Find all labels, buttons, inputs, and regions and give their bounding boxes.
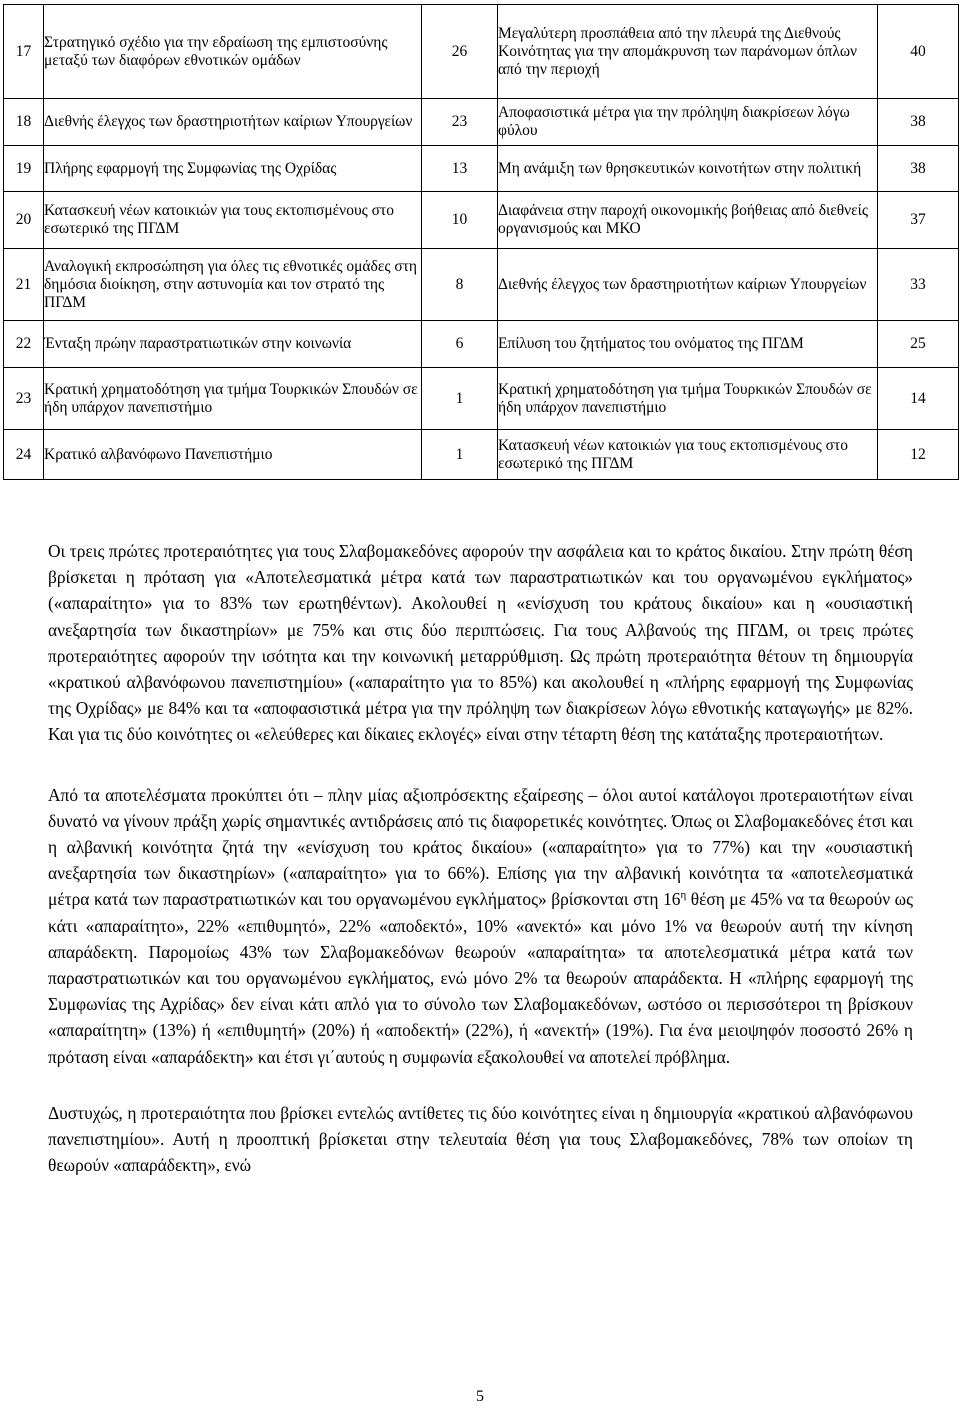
right-priority-cell: Διαφάνεια στην παροχή οικονομικής βοήθειας από διεθνείς οργανισμούς και ΜΚΟ — [498, 192, 878, 249]
left-value-cell: 13 — [422, 146, 498, 192]
right-value-cell: 33 — [878, 249, 959, 321]
right-priority-cell: Κρατική χρηματοδότηση για τμήμα Τουρκικών Σπουδών σε ήδη υπάρχον πανεπιστήμιο — [498, 368, 878, 430]
rank-cell: 22 — [4, 321, 44, 368]
right-priority-cell: Αποφασιστικά μέτρα για την πρόληψη διακρίσεων λόγω φύλου — [498, 99, 878, 146]
right-value-cell: 14 — [878, 368, 959, 430]
paragraph-2-text-a: Από τα αποτελέσματα προκύπτει ότι – πλην μίας αξιοπρόσεκτης εξαίρεσης – όλοι αυτοί κατάλογοι προτεραιοτήτων είναι δυνατό να γίνουν πράξη χωρίς σημαντικές αντιδράσεις από τις διαφορετικές κοινότητες. Όπως οι Σλαβομακεδόνες έτσι και η αλβανική κοινότητα ζητά την «ενίσχυση του κράτος δικαίου» («απαραίτητο» για το 77%) και την «ουσιαστική ανεξαρτησία των δικαστηρίων» («απαραίτητο» για το 66%). Επίσης για την αλβανική κοινότητα τα «αποτελεσματικά μέτρα κατά των παραστρατιωτικών και του οργανωμένου εγκλήματος» βρίσκονται στη 16 — [48, 784, 913, 910]
left-value-cell: 8 — [422, 249, 498, 321]
paragraph-3: Δυστυχώς, η προτεραιότητα που βρίσκει εντελώς αντίθετες τις δύο κοινότητες είναι η δημιουργία «κρατικού αλβανόφωνου πανεπιστημίου». Αυτή η προοπτική βρίσκεται στην τελευταία θέση για τους Σλαβομακεδόνες, 78% των οποίων τη θεωρούν «απαράδεκτη», ενώ — [48, 1102, 913, 1176]
right-priority-cell: Κατασκευή νέων κατοικιών για τους εκτοπισμένους στο εσωτερικό της ΠΓΔΜ — [498, 430, 878, 480]
rank-cell: 24 — [4, 430, 44, 480]
document-body — [48, 538, 913, 1178]
left-value-cell: 26 — [422, 5, 498, 99]
right-value-cell: 38 — [878, 146, 959, 192]
table-row — [4, 430, 959, 480]
rank-cell: 20 — [4, 192, 44, 249]
right-value-cell: 12 — [878, 430, 959, 480]
page-number: 5 — [476, 1388, 484, 1405]
left-priority-cell: Κρατική χρηματοδότηση για τμήμα Τουρκικών Σπουδών σε ήδη υπάρχον πανεπιστήμιο — [44, 368, 422, 430]
paragraph-1: Οι τρεις πρώτες προτεραιότητες για τους Σλαβομακεδόνες αφορούν την ασφάλεια και το κράτος δικαίου. Στην πρώτη θέση βρίσκεται η πρόταση για «Αποτελεσματικά μέτρα κατά των παραστρατιωτικών και του οργανωμένου εγκλήματος» («απαραίτητο» για το 83% των ερωτηθέντων). Ακολουθεί η «ενίσχυση του κράτους δικαίου» και η «ουσιαστική ανεξαρτησία των δικαστηρίων» με 75% και στις δύο περιπτώσεις. Για τους Αλβανούς της ΠΓΔΜ, οι τρεις πρώτες προτεραιότητες αφορούν την ισότητα και την κοινωνική μεταρρύθμιση. Ως πρώτη προτεραιότητα θέτουν τη δημιουργία «κρατικού αλβανόφωνου πανεπιστημίου» («απαραίτητο για το 85%) και ακολουθεί η «πλήρης εφαρμογή της Συμφωνίας της Οχρίδας» με 84% και τα «αποφασιστικά μέτρα για την πρόληψη των διακρίσεων λόγω εθνοτικής καταγωγής» με 82%. Και για τις δύο κοινότητες οι «ελεύθερες και δίκαιες εκλογές» είναι στην τέταρτη θέση της κατάταξης προτεραιοτήτων. — [48, 541, 913, 745]
left-value-cell: 10 — [422, 192, 498, 249]
left-priority-cell: Διεθνής έλεγχος των δραστηριοτήτων καίριων Υπουργείων — [44, 99, 422, 146]
ordinal-superscript: η — [680, 889, 687, 902]
table-row — [4, 192, 959, 249]
left-value-cell: 1 — [422, 430, 498, 480]
left-value-cell: 23 — [422, 99, 498, 146]
left-priority-cell: Στρατηγικό σχέδιο για την εδραίωση της εμπιστοσύνης μεταξύ των διαφόρων εθνοτικών ομάδων — [44, 5, 422, 99]
right-value-cell: 40 — [878, 5, 959, 99]
rank-cell: 21 — [4, 249, 44, 321]
left-value-cell: 6 — [422, 321, 498, 368]
rank-cell: 19 — [4, 146, 44, 192]
right-priority-cell: Επίλυση του ζητήματος του ονόματος της ΠΓΔΜ — [498, 321, 878, 368]
rank-cell: 23 — [4, 368, 44, 430]
right-priority-cell: Διεθνής έλεγχος των δραστηριοτήτων καίριων Υπουργείων — [498, 249, 878, 321]
table-row — [4, 368, 959, 430]
table-row — [4, 146, 959, 192]
table-row — [4, 5, 959, 99]
paragraph-2-text-b: θέση με 45% να τα θεωρούν ως κάτι «απαραίτητο», 22% «επιθυμητό», 22% «αποδεκτό», 10% «ανεκτό» και μόνο 1% να θεωρούν αυτή την κίνηση απαράδεκτη. Παρομοίως 43% των Σλαβομακεδόνων θεωρούν «απαραίτητα» τα αποτελεσματικά μέτρα κατά των παραστρατιωτικών και του οργανωμένου εγκλήματος, ενώ μόνο 2% τα θεωρούν απαράδεκτα. Η «πλήρης εφαρμογή της Συμφωνίας της Αχρίδας» δεν είναι κάτι απλό για το σύνολο των Σλαβομακεδόνων, ωστόσο οι περισσότεροι τη βρίσκουν «απαραίτητη» (13%) ή «επιθυμητή» (20%) ή «αποδεκτή» (22%), ή «ανεκτή» (19%). Για ένα μειοψηφόν ποσοστό 26% η πρόταση είναι «απαράδεκτη» και έτσι γι΄αυτούς η συμφωνία εξακολουθεί να αποτελεί πρόβλημα. — [48, 889, 913, 1067]
right-value-cell: 37 — [878, 192, 959, 249]
right-priority-cell: Μη ανάμιξη των θρησκευτικών κοινοτήτων στην πολιτική — [498, 146, 878, 192]
left-priority-cell: Ένταξη πρώην παραστρατιωτικών στην κοινωνία — [44, 321, 422, 368]
left-priority-cell: Αναλογική εκπροσώπηση για όλες τις εθνοτικές ομάδες στη δημόσια διοίκηση, στην αστυνομία και τον στρατό της ΠΓΔΜ — [44, 249, 422, 321]
priorities-ranking-table — [3, 4, 959, 480]
right-priority-cell: Μεγαλύτερη προσπάθεια από την πλευρά της Διεθνούς Κοινότητας για την απομάκρυνση των παράνομων όπλων από την περιοχή — [498, 5, 878, 99]
left-priority-cell: Κατασκευή νέων κατοικιών για τους εκτοπισμένους στο εσωτερικό της ΠΓΔΜ — [44, 192, 422, 249]
right-value-cell: 38 — [878, 99, 959, 146]
left-value-cell: 1 — [422, 368, 498, 430]
rank-cell: 18 — [4, 99, 44, 146]
right-value-cell: 25 — [878, 321, 959, 368]
paragraph-2 — [48, 782, 913, 1070]
rank-cell: 17 — [4, 5, 44, 99]
table-row — [4, 321, 959, 368]
left-priority-cell: Κρατικό αλβανόφωνο Πανεπιστήμιο — [44, 430, 422, 480]
table-row — [4, 99, 959, 146]
left-priority-cell: Πλήρης εφαρμογή της Συμφωνίας της Οχρίδας — [44, 146, 422, 192]
table-row — [4, 249, 959, 321]
